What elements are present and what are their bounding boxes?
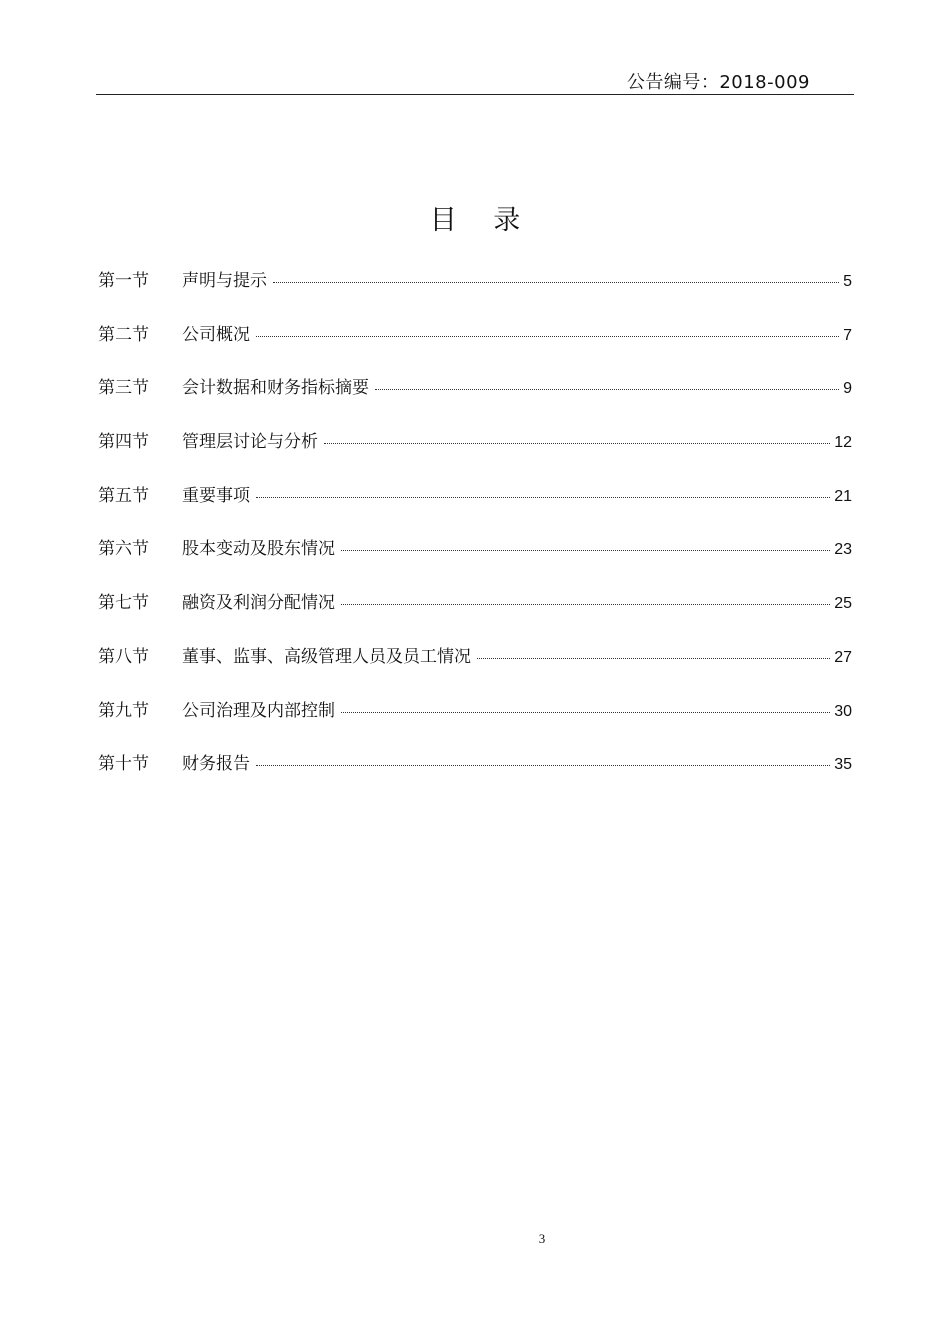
table-of-contents (98, 266, 852, 803)
page-number: 3 (538, 1231, 546, 1246)
toc-dot-leader (341, 550, 830, 551)
toc-title: 目 录 (429, 205, 535, 236)
toc-dot-leader (256, 765, 830, 766)
toc-entry-10[interactable] (98, 749, 852, 803)
header-divider (96, 94, 854, 95)
toc-dot-leader (324, 443, 830, 444)
toc-dot-leader (341, 604, 830, 605)
toc-page-number: 25 (834, 595, 852, 613)
toc-page-number: 9 (843, 380, 852, 398)
toc-entry-5[interactable] (98, 481, 852, 535)
announcement-code: 公告编号：2018-009 (626, 72, 810, 93)
toc-page-number: 12 (834, 434, 852, 452)
toc-section-title: 融资及利润分配情况 (182, 593, 335, 614)
toc-section-title: 声明与提示 (182, 271, 267, 291)
toc-section-title: 会计数据和财务指标摘要 (182, 378, 369, 399)
toc-section-number: 第九节 (98, 700, 149, 721)
toc-page-number: 27 (834, 648, 852, 666)
toc-dot-leader (375, 389, 839, 390)
toc-section-number: 第七节 (98, 593, 149, 614)
toc-entry-8[interactable] (98, 642, 852, 696)
toc-page-number: 30 (834, 702, 852, 720)
toc-section-title: 董事、监事、高级管理人员及员工情况 (182, 646, 471, 667)
toc-section-number: 第八节 (98, 646, 149, 667)
toc-section-title: 重要事项 (182, 485, 250, 506)
toc-section-number: 第十节 (98, 754, 149, 775)
toc-entry-2[interactable] (98, 320, 852, 374)
toc-section-number: 第一节 (98, 271, 149, 291)
toc-dot-leader (256, 336, 839, 337)
toc-dot-leader (273, 282, 839, 283)
toc-entry-1[interactable] (98, 266, 852, 320)
toc-section-title: 财务报告 (182, 754, 250, 775)
toc-page-number: 21 (834, 487, 852, 505)
toc-entry-3[interactable] (98, 373, 852, 427)
toc-dot-leader (341, 712, 830, 713)
toc-section-number: 第四节 (98, 432, 149, 453)
toc-section-title: 股本变动及股东情况 (182, 539, 335, 560)
toc-page-number: 35 (834, 756, 852, 774)
toc-entry-9[interactable] (98, 696, 852, 750)
toc-entry-4[interactable] (98, 427, 852, 481)
toc-section-title: 公司概况 (182, 324, 250, 345)
toc-dot-leader (256, 497, 830, 498)
toc-dot-leader (477, 658, 830, 659)
toc-page-number: 7 (843, 326, 852, 344)
toc-section-title: 公司治理及内部控制 (182, 700, 335, 721)
toc-section-number: 第二节 (98, 324, 149, 345)
toc-entry-6[interactable] (98, 534, 852, 588)
toc-page-number: 5 (843, 273, 852, 290)
toc-section-number: 第三节 (98, 378, 149, 399)
toc-section-number: 第五节 (98, 485, 149, 506)
toc-section-title: 管理层讨论与分析 (182, 432, 318, 453)
toc-entry-7[interactable] (98, 588, 852, 642)
toc-section-number: 第六节 (98, 539, 149, 560)
toc-page-number: 23 (834, 541, 852, 559)
